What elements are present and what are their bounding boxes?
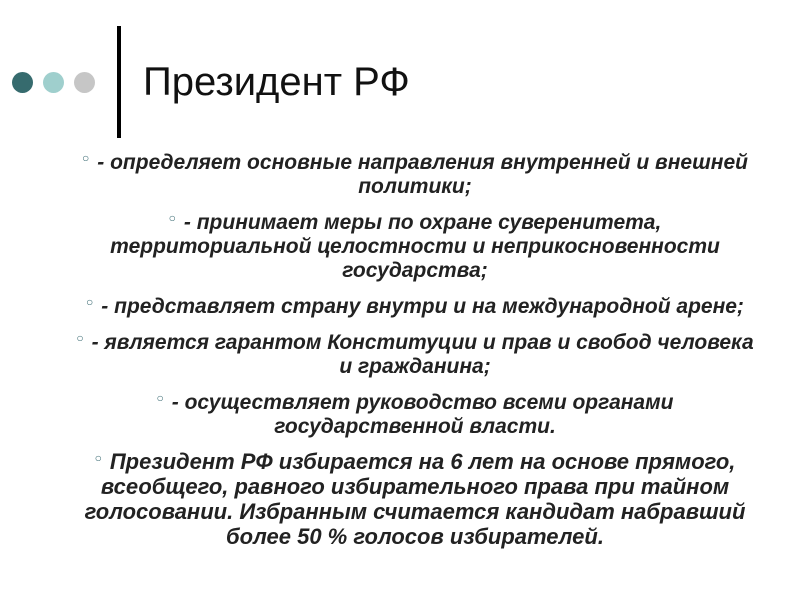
slide-title: Президент РФ bbox=[143, 60, 410, 104]
bullet-item bbox=[70, 386, 760, 439]
ring-bullet-icon: ○ bbox=[86, 295, 94, 309]
dot-dark-icon bbox=[12, 72, 33, 93]
decorative-dots bbox=[12, 72, 95, 93]
bullet-item bbox=[70, 446, 760, 549]
bullet-list bbox=[70, 146, 760, 556]
dot-light-icon bbox=[43, 72, 64, 93]
ring-bullet-icon: ○ bbox=[94, 451, 102, 465]
bullet-item bbox=[70, 290, 760, 319]
bullet-item bbox=[70, 326, 760, 379]
ring-bullet-icon: ○ bbox=[168, 211, 176, 225]
bullet-text: - принимает меры по охране суверенитета, территориальной целостности и неприкосновенности государства; bbox=[110, 211, 720, 282]
dot-gray-icon bbox=[74, 72, 95, 93]
ring-bullet-icon: ○ bbox=[156, 391, 164, 405]
bullet-text: - является гарантом Конституции и прав и свобод человека и гражданина; bbox=[91, 331, 754, 378]
bullet-text: Президент РФ избирается на 6 лет на основе прямого, всеобщего, равного избирательного права при тайном голосовании. Избранным считается кандидат набравший более 50 % голосов избирателей. bbox=[84, 449, 746, 549]
ring-bullet-icon: ○ bbox=[76, 331, 84, 345]
bullet-text: - определяет основные направления внутренней и внешней политики; bbox=[97, 151, 748, 198]
bullet-text: - осуществляет руководство всеми органами государственной власти. bbox=[171, 391, 674, 438]
ring-bullet-icon: ○ bbox=[82, 151, 90, 165]
title-divider-line bbox=[117, 26, 121, 138]
bullet-text: - представляет страну внутри и на международной арене; bbox=[101, 295, 744, 318]
bullet-item bbox=[70, 146, 760, 199]
bullet-item bbox=[70, 206, 760, 283]
